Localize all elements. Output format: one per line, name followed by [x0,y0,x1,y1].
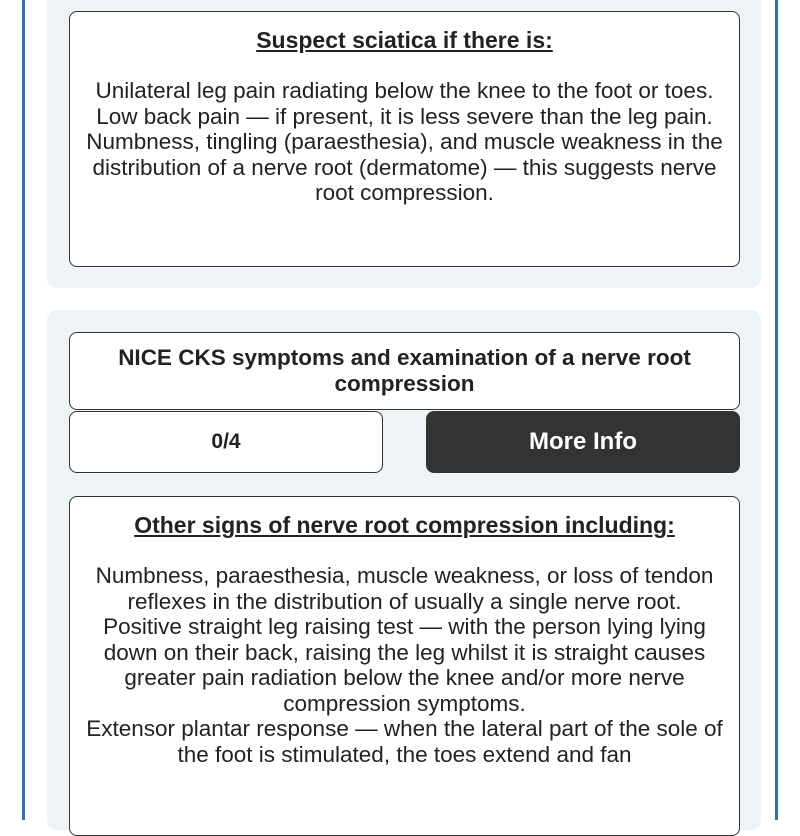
other-signs-card [69,496,740,836]
section-title-card [69,332,740,410]
sciatica-line: Low back pain — if present, it is less severe than the leg pain. [96,103,713,129]
score-value: 0/4 [211,430,241,453]
other-signs-line: Extensor plantar response — when the lateral part of the sole of the foot is stimulated, the toes extend and fan [86,716,723,767]
score-display [69,411,383,473]
sciatica-card [69,11,740,267]
more-info-button[interactable] [426,411,740,473]
more-info-label: More Info [529,428,637,455]
other-signs-line: Positive straight leg raising test — with the person lying lying down on their back, raising the leg whilst it is straight causes greater pain radiation below the knee and/or more nerve compression symptoms. [103,614,706,716]
sciatica-line: Numbness, tingling (paraesthesia), and muscle weakness in the distribution of a nerve root (dermatome) — this suggests nerve root compression. [86,129,723,205]
sciatica-heading: Suspect sciatica if there is: [256,27,553,53]
other-signs-heading: Other signs of nerve root compression including: [134,512,675,538]
sciatica-line: Unilateral leg pain radiating below the knee to the foot or toes. [95,78,714,103]
other-signs-line: Numbness, paraesthesia, muscle weakness, or loss of tendon reflexes in the distribution of usually a single nerve root. [95,563,714,614]
section-title: NICE CKS symptoms and examination of a nerve root compression [118,345,691,396]
